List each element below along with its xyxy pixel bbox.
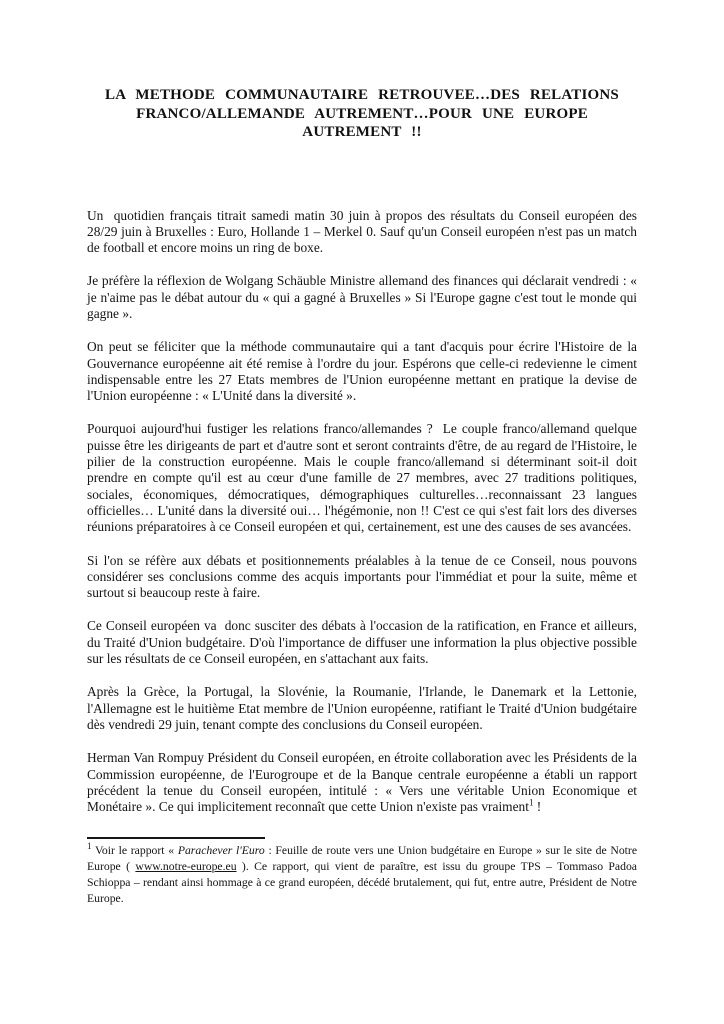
document-title-line-1: LA METHODE COMMUNAUTAIRE RETROUVEE…DES RELATIONS: [105, 87, 619, 103]
notre-europe-link[interactable]: www.notre-europe.eu: [135, 860, 237, 874]
paragraph-couple-franco-allemand: Pourquoi aujourd'hui fustiger les relations franco/allemandes ? Le couple franco/allemand quelque puisse être les dirigeants de part et d'autre sont et seront contraints d'être, de au regard de l'Histoire, le pilier de la construction européenne. Mais le couple franco/allemand si déterminant soit-il doit prendre en compte qu'il est au cœur d'une famille de 27 membres, avec 27 traditions politiques, sociales, économiques, démocratiques, démographiques culturelles…reconnaissant 23 langues officielles… L'unité dans la diversité oui… l'hégémonie, non !! C'est ce qui s'est fait lors des diverses réunions préparatoires à ce Conseil européen et qui, certainement, est une des causes de ses avancées.: [87, 421, 641, 535]
paragraph-van-rompuy: [87, 750, 641, 815]
paragraph-ratification: Ce Conseil européen va donc susciter des débats à l'occasion de la ratification, en France et ailleurs, du Traité d'Union budgétaire. D'où l'importance de diffuser une information la plus objective possible sur les résultats de ce Conseil européen, en s'attachant aux faits.: [87, 618, 641, 667]
paragraph-intro: Un quotidien français titrait samedi matin 30 juin à propos des résultats du Conseil européen des 28/29 juin à Bruxelles : Euro, Hollande 1 – Merkel 0. Sauf qu'un Conseil européen n'est pas un match de football et encore moins un ring de boxe.: [87, 207, 641, 256]
footnote-separator-line: [87, 837, 265, 839]
footnote-text-3: ). Ce rapport, qui vient de paraître, est issu du groupe TPS – Tommaso Padoa Schioppa – rendant ainsi hommage à ce grand européen, décédé brutalement, qui fut, entre autre, Président de Notre Europe.: [87, 860, 640, 905]
footnote-text-2: : Feuille de route vers une Union budgétaire en Europe » sur le site de Notre Europe (: [87, 844, 640, 874]
footnote-reference: 1: [528, 797, 534, 808]
footnote-marker: 1: [87, 841, 92, 852]
document-title: [87, 86, 637, 142]
document-title-line-2: FRANCO/ALLEMANDE AUTREMENT…POUR UNE EUROPE AUTREMENT !!: [136, 105, 598, 140]
footnote: [87, 841, 640, 906]
paragraph-van-rompuy-text: Herman Van Rompuy Président du Conseil européen, en étroite collaboration avec les Présidents de la Commission européenne, de l'Eurogroupe et de la Banque centrale européenne a établi un rapport précédent la tenue du Conseil européen, intitulé : « Vers une véritable Union Economique et Monétaire ». Ce qui implicitement reconnaît que cette Union n'existe pas vraiment: [87, 750, 641, 815]
document-content: [87, 86, 641, 907]
title-body-spacer: [87, 142, 637, 208]
paragraph-conclusions-acquis: Si l'on se réfère aux débats et positionnements préalables à la tenue de ce Conseil, nous pouvons considérer ses conclusions comme des acquis importants pour l'immédiat et pour la suite, même et surtout si beaucoup reste à faire.: [87, 552, 641, 601]
paragraph-van-rompuy-end: !: [533, 799, 542, 815]
paragraph-allemagne-huitieme: Après la Grèce, la Portugal, la Slovénie, la Roumanie, l'Irlande, le Danemark et la Lettonie, l'Allemagne est le huitième Etat membre de l'Union européenne, ratifiant le Traité d'Union budgétaire dès vendredi 29 juin, tenant compte des conclusions du Conseil européen.: [87, 684, 641, 732]
report-title-italic: Parachever l'Euro: [177, 844, 265, 858]
footnote-text-1: Voir le rapport «: [91, 844, 178, 858]
paragraph-methode-communautaire: On peut se féliciter que la méthode communautaire qui a tant d'acquis pour écrire l'Histoire de la Gouvernance européenne ait été remise à l'ordre du jour. Espérons que celle-ci redevienne le ciment indispensable entre les 27 Etats membres de l'Union européenne mettant en pratique la devise de l'Union européenne : « L'Unité dans la diversité ».: [87, 339, 641, 404]
paragraph-schauble-quote: Je préfère la réflexion de Wolgang Schäuble Ministre allemand des finances qui déclarait vendredi : « je n'aime pas le débat autour du « qui a gagné à Bruxelles » Si l'Europe gagne c'est tout le monde qui gagne ».: [87, 273, 641, 321]
